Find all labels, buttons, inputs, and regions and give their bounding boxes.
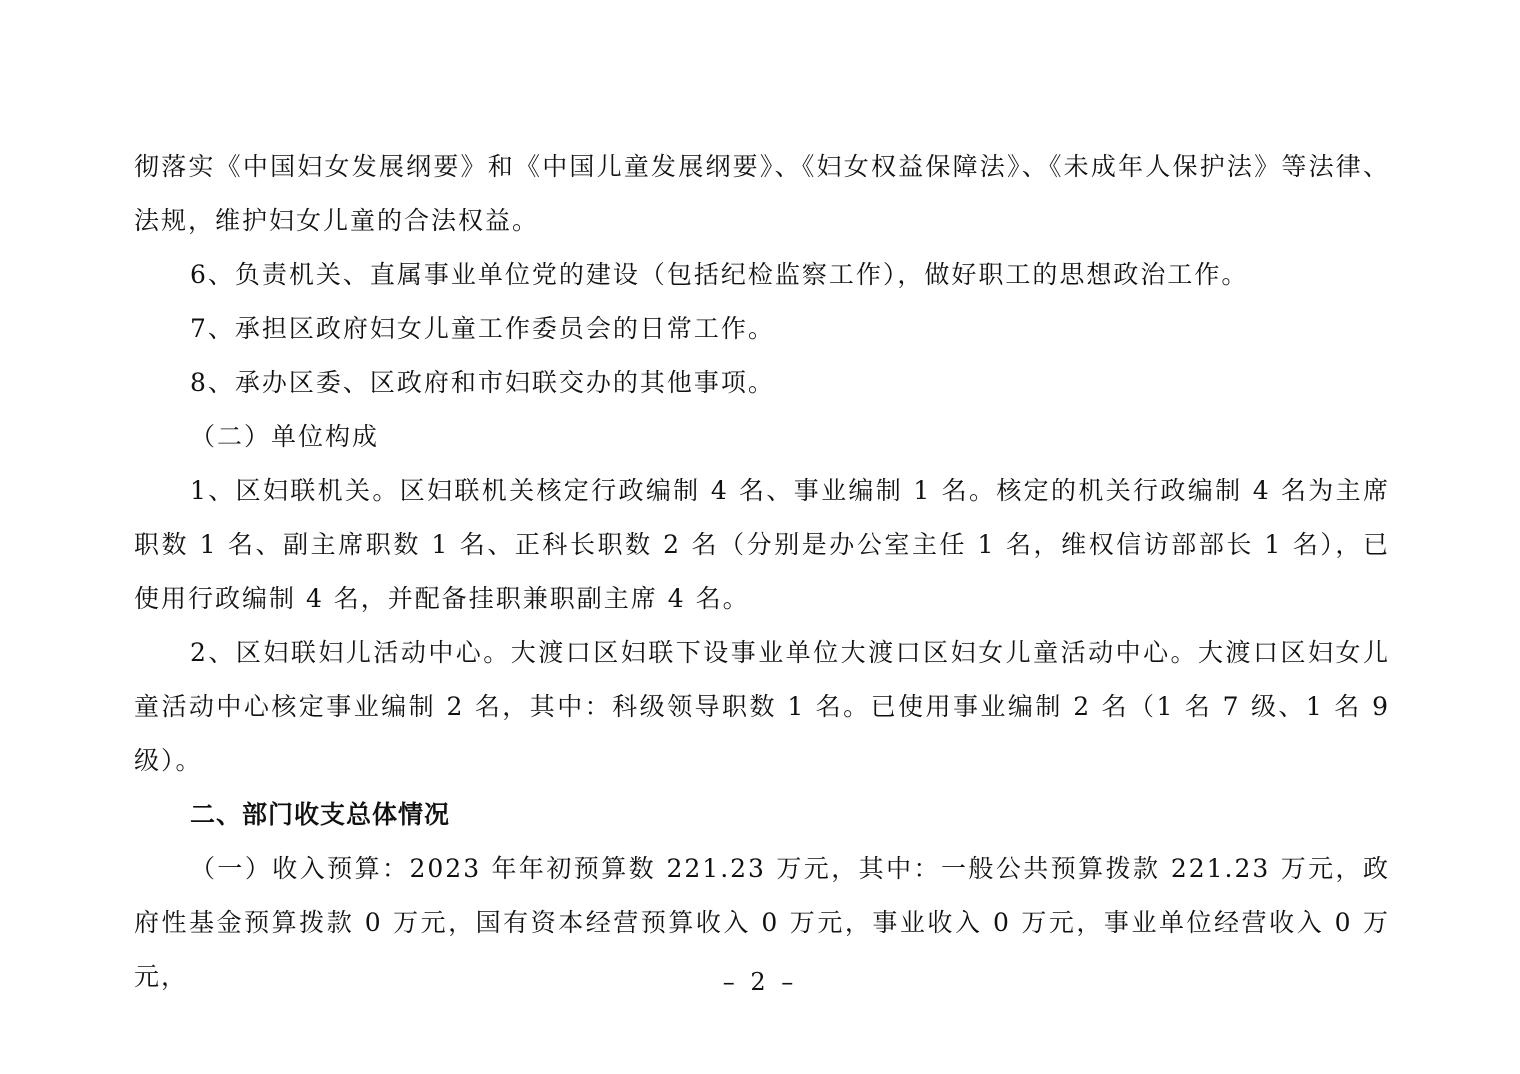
paragraph-revenue-budget: （一）收入预算：2023 年年初预算数 221.23 万元，其中：一般公共预算拨款 221.23 万元，政府性基金预算拨款 0 万元，国有资本经营预算收入 0 万元，事业收入 0 万元，事业单位经营收入 0 万元，	[134, 854, 1390, 991]
section-heading-revenue-expenditure: 二、部门收支总体情况	[190, 800, 451, 829]
paragraph-unit-1: 1、区妇联机关。区妇联机关核定行政编制 4 名、事业编制 1 名。核定的机关行政编制 4 名为主席职数 1 名、副主席职数 1 名、正科长职数 2 名（分别是办公室主任 1 名，维权信访部部长 1 名），已使用行政编制 4 名，并配备挂职兼职副主席 4 名。	[134, 476, 1390, 613]
paragraph-item-7: 7、承担区政府妇女儿童工作委员会的日常工作。	[190, 314, 775, 343]
subsection-heading-unit-composition: （二）单位构成	[190, 422, 380, 451]
paragraph-continuation: 彻落实《中国妇女发展纲要》和《中国儿童发展纲要》、《妇女权益保障法》、《未成年人保护法》等法律、法规，维护妇女儿童的合法权益。	[134, 152, 1390, 235]
page-number: – 2 –	[722, 968, 798, 996]
paragraph-item-8: 8、承办区委、区政府和市妇联交办的其他事项。	[190, 368, 775, 397]
paragraph-unit-2: 2、区妇联妇儿活动中心。大渡口区妇联下设事业单位大渡口区妇女儿童活动中心。大渡口区妇女儿童活动中心核定事业编制 2 名，其中：科级领导职数 1 名。已使用事业编制 2 名（1 名 7 级、1 名 9 级）。	[134, 638, 1390, 775]
paragraph-item-6: 6、负责机关、直属事业单位党的建设（包括纪检监察工作），做好职工的思想政治工作。	[190, 260, 1249, 289]
document-body	[134, 140, 1390, 1004]
